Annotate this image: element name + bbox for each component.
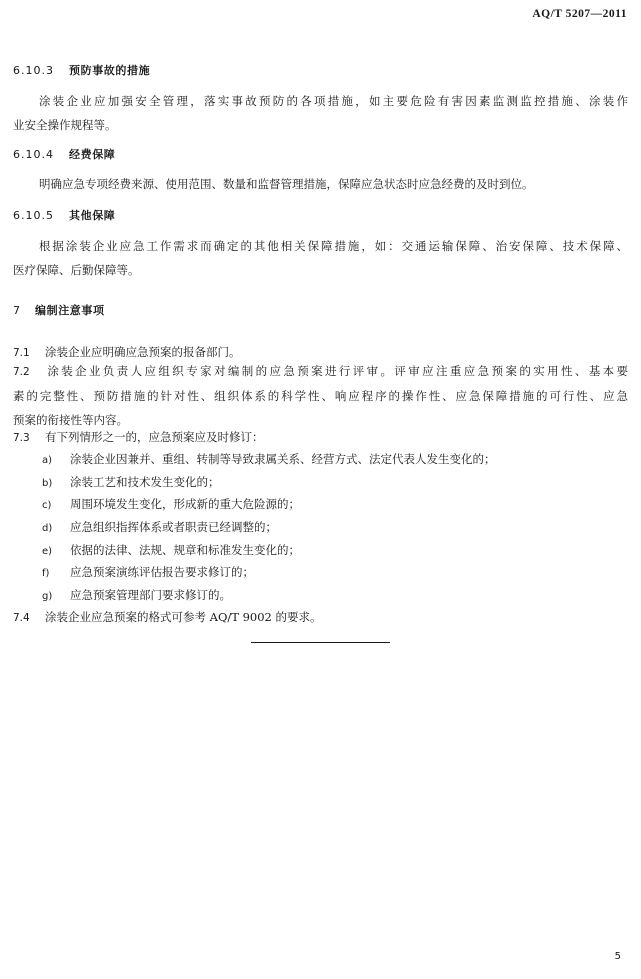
section-title: 预防事故的措施 bbox=[69, 64, 151, 77]
list-item-b bbox=[42, 474, 220, 490]
list-label: b) bbox=[42, 478, 53, 489]
list-text: 涂装企业因兼并、重组、转制等导致隶属关系、经营方式、法定代表人发生变化的； bbox=[70, 452, 496, 466]
paragraph-line: 明确应急专项经费来源、使用范围、数量和监督管理措施，保障应急状态时应急经费的及时到位。 bbox=[39, 177, 534, 191]
clause-number: 7.4 bbox=[13, 612, 30, 624]
clause-7-1 bbox=[13, 344, 241, 360]
paragraph-line: 业安全操作规程等。 bbox=[13, 118, 117, 132]
paragraph-6-10-4 bbox=[13, 172, 628, 196]
section-number: 6.10.3 bbox=[13, 64, 54, 77]
list-item-c bbox=[42, 496, 300, 512]
list-label: d) bbox=[42, 523, 53, 534]
section-number: 6.10.5 bbox=[13, 209, 54, 222]
list-item-e bbox=[42, 542, 300, 558]
list-label: e) bbox=[42, 546, 53, 557]
clause-number: 7.3 bbox=[13, 432, 30, 444]
list-label: g) bbox=[42, 591, 53, 602]
list-item-d bbox=[42, 519, 277, 535]
page-number: 5 bbox=[614, 951, 621, 962]
paragraph-line: 医疗保障、后勤保障等。 bbox=[13, 263, 140, 277]
list-label: f) bbox=[42, 568, 50, 579]
paragraph-line: 涂装企业应加强安全管理，落实事故预防的各项措施，如主要危险有害因素监测监控措施、涂装作 bbox=[39, 94, 628, 108]
clause-text: 涂装企业应明确应急预案的报备部门。 bbox=[45, 345, 241, 359]
list-text: 周围环境发生变化，形成新的重大危险源的； bbox=[70, 497, 300, 511]
end-rule bbox=[251, 642, 390, 643]
paragraph-line: 预案的衔接性等内容。 bbox=[13, 413, 128, 427]
clause-number: 7.2 bbox=[13, 366, 30, 378]
list-text: 依据的法律、法规、规章和标准发生变化的； bbox=[70, 543, 300, 557]
clause-7-2 bbox=[13, 359, 628, 432]
section-heading-6-10-5 bbox=[13, 207, 115, 223]
paragraph-6-10-3 bbox=[13, 89, 628, 137]
paragraph-line: 根据涂装企业应急工作需求而确定的其他相关保障措施，如：交通运输保障、治安保障、技术保障、 bbox=[39, 239, 628, 253]
list-text: 应急预案管理部门要求修订的。 bbox=[70, 588, 231, 602]
section-heading-7 bbox=[13, 302, 105, 318]
standard-code: AQ/T 5207—2011 bbox=[532, 8, 627, 20]
clause-7-4 bbox=[13, 609, 322, 625]
list-item-f bbox=[42, 564, 254, 580]
list-item-a bbox=[42, 451, 496, 467]
list-item-g bbox=[42, 587, 231, 603]
section-title: 编制注意事项 bbox=[35, 304, 105, 317]
clause-number: 7.1 bbox=[13, 347, 30, 359]
paragraph-line: 素的完整性、预防措施的针对性、组织体系的科学性、响应程序的操作性、应急保障措施的可行性、应急 bbox=[13, 389, 628, 403]
list-label: a) bbox=[42, 455, 53, 466]
section-heading-6-10-3 bbox=[13, 62, 150, 78]
list-label: c) bbox=[42, 500, 52, 511]
section-number: 7 bbox=[13, 304, 21, 317]
section-title: 经费保障 bbox=[69, 148, 116, 161]
clause-text: 涂装企业应急预案的格式可参考 AQ/T 9002 的要求。 bbox=[45, 610, 322, 624]
list-text: 涂装工艺和技术发生变化的； bbox=[70, 475, 220, 489]
clause-text: 有下列情形之一的，应急预案应及时修订： bbox=[45, 430, 264, 444]
list-text: 应急预案演练评估报告要求修订的； bbox=[70, 565, 254, 579]
list-text: 应急组织指挥体系或者职责已经调整的； bbox=[70, 520, 277, 534]
paragraph-6-10-5 bbox=[13, 234, 628, 282]
section-number: 6.10.4 bbox=[13, 148, 54, 161]
section-title: 其他保障 bbox=[69, 209, 116, 222]
paragraph-line bbox=[13, 359, 628, 384]
clause-7-3 bbox=[13, 429, 264, 445]
clause-text: 涂装企业负责人应组织专家对编制的应急预案进行评审。评审应注重应急预案的实用性、基本要 bbox=[45, 364, 628, 378]
section-heading-6-10-4 bbox=[13, 146, 115, 162]
